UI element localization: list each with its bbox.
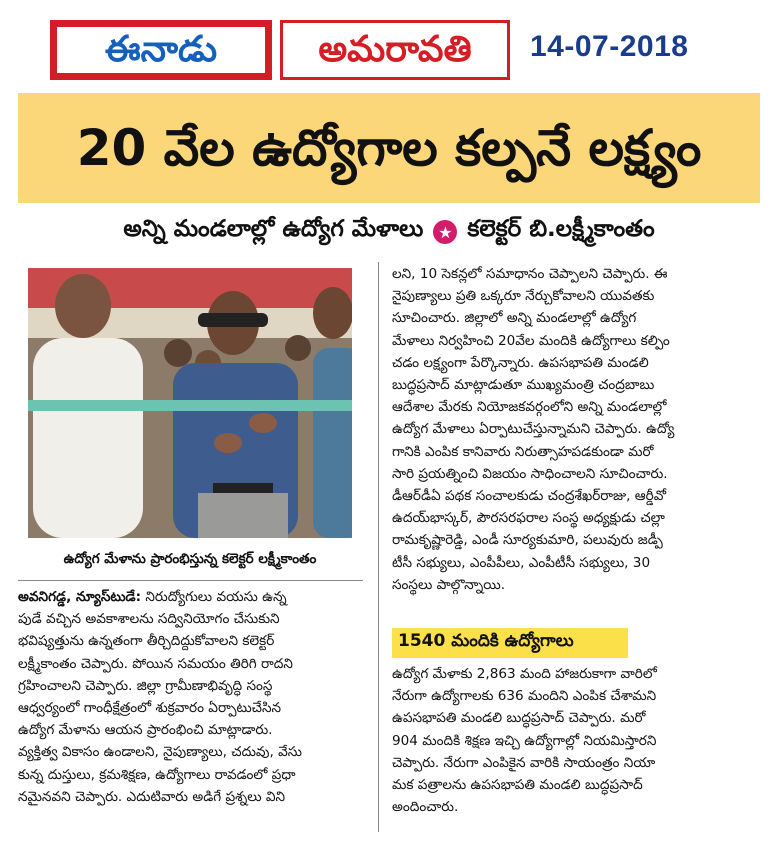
headline: 20 వేల ఉద్యోగాల కల్పనే లక్ష్యం	[76, 119, 702, 177]
edition-logo	[280, 20, 510, 80]
subhead-left: అన్ని మండలాల్లో ఉద్యోగ మేళాలు	[123, 216, 424, 242]
paper-logo	[50, 20, 272, 80]
edition-name: అమరావతి	[318, 29, 472, 70]
column-divider	[378, 262, 379, 832]
photo-illustration	[28, 268, 352, 538]
masthead	[50, 20, 740, 82]
star-icon: ★	[433, 220, 457, 244]
photo-caption: ఉద్యోగ మేళాను ప్రారంభిస్తున్న కలెక్టర్ లక్ష్మీకాంతం	[63, 550, 317, 567]
subhead	[18, 210, 760, 254]
body-column-right-top: లని, 10 సెకన్లలో సమాధానం చెప్పాలని చెప్పారు. ఈ నైపుణ్యాలు ప్రతి ఒక్కరూ నేర్చుకోవాలని యువతకు సూచించారు. జిల్లాలో అన్ని మండలాల్లో ఉద్యోగ మేళాలు నిర్వహించి 20వేల మందికి ఉద్యోగాలు కల్పిం చడం లక్ష్యంగా పేర్కొన్నారు. ఉపసభాపతి మండలి బుద్ధప్రసాద్ మాట్లాడుతూ ముఖ్యమంత్రి చంద్రబాబు ఆదేశాల మేరకు నియోజకవర్గంలోని అన్ని మండలాల్లో ఉద్యోగ మేళాలు ఏర్పాటుచేస్తున్నామని చెప్పారు. ఉద్యో గానికి ఎంపిక కానివారు నిరుత్సాహపడకుండా మరో సారి ప్రయత్నించి విజయం సాధించాలని సూచించారు. డీఆర్‌డీఏ పథక సంచాలకుడు చంద్రశేఖర్‌రాజు, ఆర్డీవో ఉదయ్‌భాస్కర్, పౌరసరఫరాల సంస్థ అధ్యక్షుడు చల్లా రామకృష్ణారెడ్డి, ఎండీ సూర్యకుమారి, పలువురు జడ్పీ టీసీ సభ్యులు, ఎంపీపీలు, ఎంపీటీసీ సభ్యులు, 30 సంస్థలు పాల్గొన్నాయి.	[392, 266, 675, 593]
body-left-text: నిరుద్యోగులు వయసు ఉన్న పుడే వచ్చిన అవకాశాలను సద్వినియోగం చేసుకుని భవిష్యత్తును ఉన్నతంగా తీర్చిదిద్దుకోవాలని కలెక్టర్ లక్ష్మీకాంతం చెప్పారు. పోయిన సమయం తిరిగి రాదని గ్రహించాలని చెప్పారు. జిల్లా గ్రామీణాభివృద్ధి సంస్థ ఆధ్వర్యంలో గాంధీక్షేత్రంలో శుక్రవారం ఏర్పాటుచేసిన ఉద్యోగ మేళాను ఆయన ప్రారంభించి మాట్లాడారు. వ్యక్తిత్వ వికాసం ఉండాలని, నైపుణ్యాలు, చదువు, వేసు కున్న దుస్తులు, క్రమశిక్షణ, ఉద్యోగాలు రావడంలో ప్రధా నమైనవని చెప్పారు. ఎదుటివారు అడిగే ప్రశ్నలు విని	[18, 589, 303, 805]
caption-divider	[18, 580, 363, 581]
publication-date: 14-07-2018	[530, 30, 689, 63]
body-column-left	[18, 586, 363, 808]
subsection-title: 1540 మందికి ఉద్యోగాలు	[392, 628, 628, 658]
subhead-right: కలెక్టర్ బి.లక్ష్మీకాంతం	[467, 216, 655, 242]
paper-name: ఈనాడు	[57, 27, 265, 73]
article-photo	[28, 268, 352, 538]
body-column-right-bottom: ఉద్యోగ మేళాకు 2,863 మంది హాజరుకాగా వారిలో నేరుగా ఉద్యోగాలకు 636 మందిని ఎంపిక చేశామని ఉపసభాపతి మండలి బుద్ధప్రసాద్ చెప్పారు. మరో 904 మందికి శిక్షణ ఇచ్చి ఉద్యోగాల్లో నియమిస్తారని చెప్పారు. నేరుగా ఎంపికైన వారికి సాయంత్రం నియా మక పత్రాలను ఉపసభాపతి మండలి బుద్ధప్రసాద్ అందించారు.	[392, 666, 657, 816]
dateline: అవనిగడ్డ, న్యూస్‌టుడే:	[18, 589, 142, 605]
headline-band	[18, 93, 760, 203]
